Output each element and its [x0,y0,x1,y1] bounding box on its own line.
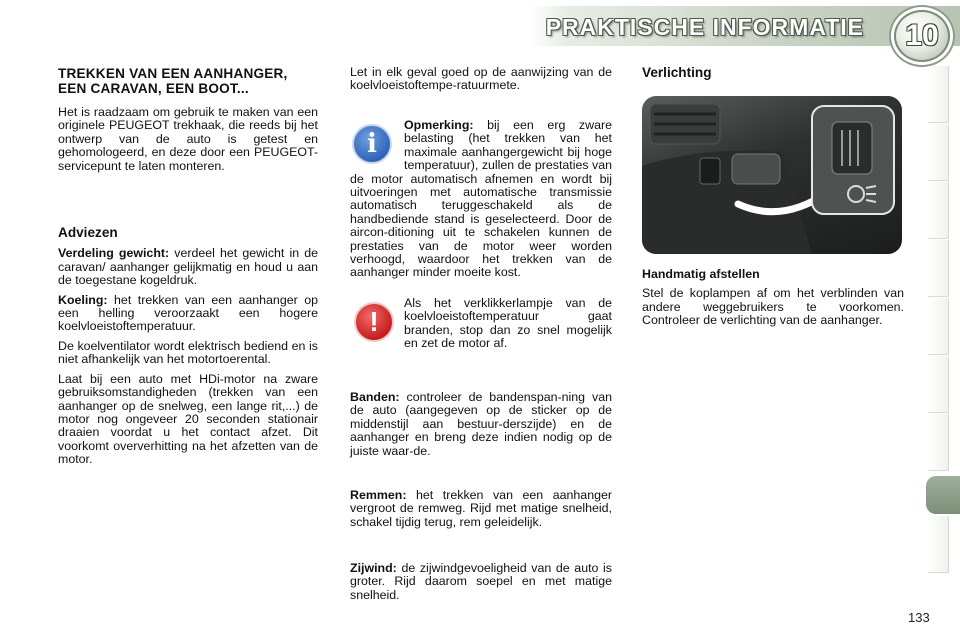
chapter-tab-active[interactable] [926,476,960,514]
advice-heading: Adviezen [58,225,118,241]
column-lighting [642,66,904,79]
weight-label: Verdeling gewicht: [58,246,170,261]
manual-adjust-block [642,268,904,328]
header [0,0,960,52]
brakes-text: het trekken van een aanhanger vergroot de remweg. Rijd met matige snelheid, schakel tijdig terug, rem geleidelijk. [350,488,612,529]
chapter-tab-2[interactable] [928,124,949,181]
brakes-paragraph [350,489,612,529]
tyres-block [350,391,612,458]
weight-text: verdeel het gewicht in de caravan/ aanhanger gelijkmatig en houd u aan de toegestane kogeldruk. [58,246,318,288]
wind-text: de zijwindgevoeligheid van de auto is groter. Rijd daarom soepel en met matige snelheid. [350,561,612,602]
tyres-label: Banden: [350,390,400,404]
warning-block [404,297,612,351]
wind-label: Zijwind: [350,561,397,575]
headlamp-adjuster-photo [642,96,902,254]
note-paragraph [350,119,612,280]
manual-adjust-text: Stel de koplampen af om het verblinden van andere weggebruikers te voorkomen. Controleer de verlichting van de aanhanger. [642,286,904,328]
chapter-tab-9[interactable] [928,516,949,573]
warning-paragraph: Als het verklikkerlampje van de koelvloeistoftemperatuur gaat branden, stop dan zo snel mogelijk en zet de motor af. [404,296,612,351]
column-towing [58,66,318,467]
brakes-label: Remmen: [350,488,407,502]
towing-heading: TREKKEN VAN EEN AANHANGER, EEN CARAVAN, EEN BOOT... [58,66,288,96]
tyres-paragraph [350,391,612,458]
adjuster-wheel [832,122,872,174]
chapter-tab-5[interactable] [928,298,949,355]
towing-intro: Het is raadzaam om gebruik te maken van een originele PEUGEOT trekhaak, die reeds bij het ontwerp van de auto is getest en gehomologeerd, en deze door een PEUGEOT-servicepunt te laten monteren. [58,105,318,173]
warning-icon: ! [354,302,394,342]
chapter-badge: 10 [894,10,950,62]
note-icon-spacer [350,119,404,171]
wind-paragraph [350,562,612,602]
brakes-block [350,489,612,529]
note-text: bij een erg zware belasting (het trekken van het maximale aanhangergewicht bij hoge temperatuur), zullen de prestaties van de motor automatisch afnemen en wordt bij uitvoeringen met automatische transmissie automatisch teruggeschakeld als de handbediende stand is geselecteerd. Door de aircon-ditioning uit te schakelen kunnen de prestaties van de motor weer worden verhoogd, waardoor het trekken van de aanhanger minder moeite kost. [350,118,612,280]
weight-paragraph [58,247,318,287]
chapter-tab-1[interactable] [928,66,949,123]
chapter-tab-6[interactable] [928,356,949,413]
coolant-intro: Let in elk geval goed op de aanwijzing van de koelvloeistoftempe-ratuurmete. [350,65,612,93]
chapter-tabs [928,66,960,574]
chapter-tab-7[interactable] [928,414,949,471]
manual-adjust-heading: Handmatig afstellen [642,267,760,281]
column-tips [350,66,612,93]
dash-control [732,154,780,184]
cooling-text: het trekken van een aanhanger op een helling veroorzaakt een hogere koelvloeistoftemperatuur. [58,292,318,334]
cooling-paragraph [58,294,318,334]
cooling-label: Koeling: [58,292,108,307]
dashboard-illustration [642,96,902,254]
fan-paragraph: De koelventilator wordt elektrisch bediend en is niet afhankelijk van het motortoerental. [58,338,318,367]
hdi-paragraph: Laat bij een auto met HDi-motor na zware gebruiksomstandigheden (trekken van een aanhanger op de snelweg, een lange rit,...) de motor nog ongeveer 20 seconden stationair draaien voordat u het contact afzet. Dit voorkomt oververhitting na het afzetten van de motor. [58,371,318,467]
note-label: Opmerking: [404,118,474,132]
chapter-tab-3[interactable] [928,182,949,239]
tyres-text: controleer de bandenspan-ning van de auto (aangegeven op de sticker op de middenstijl aan bestuur-derszijde) en de aanhanger en breng deze indien nodig op de juiste waar-de. [350,390,612,458]
note-block [350,119,612,280]
info-icon: i [352,124,392,164]
page-title: PRAKTISCHE INFORMATIE [545,14,864,40]
lighting-heading: Verlichting [642,65,712,80]
page-number: 133 [908,610,930,625]
small-switch [700,158,720,184]
chapter-tab-4[interactable] [928,240,949,297]
wind-block [350,562,612,602]
